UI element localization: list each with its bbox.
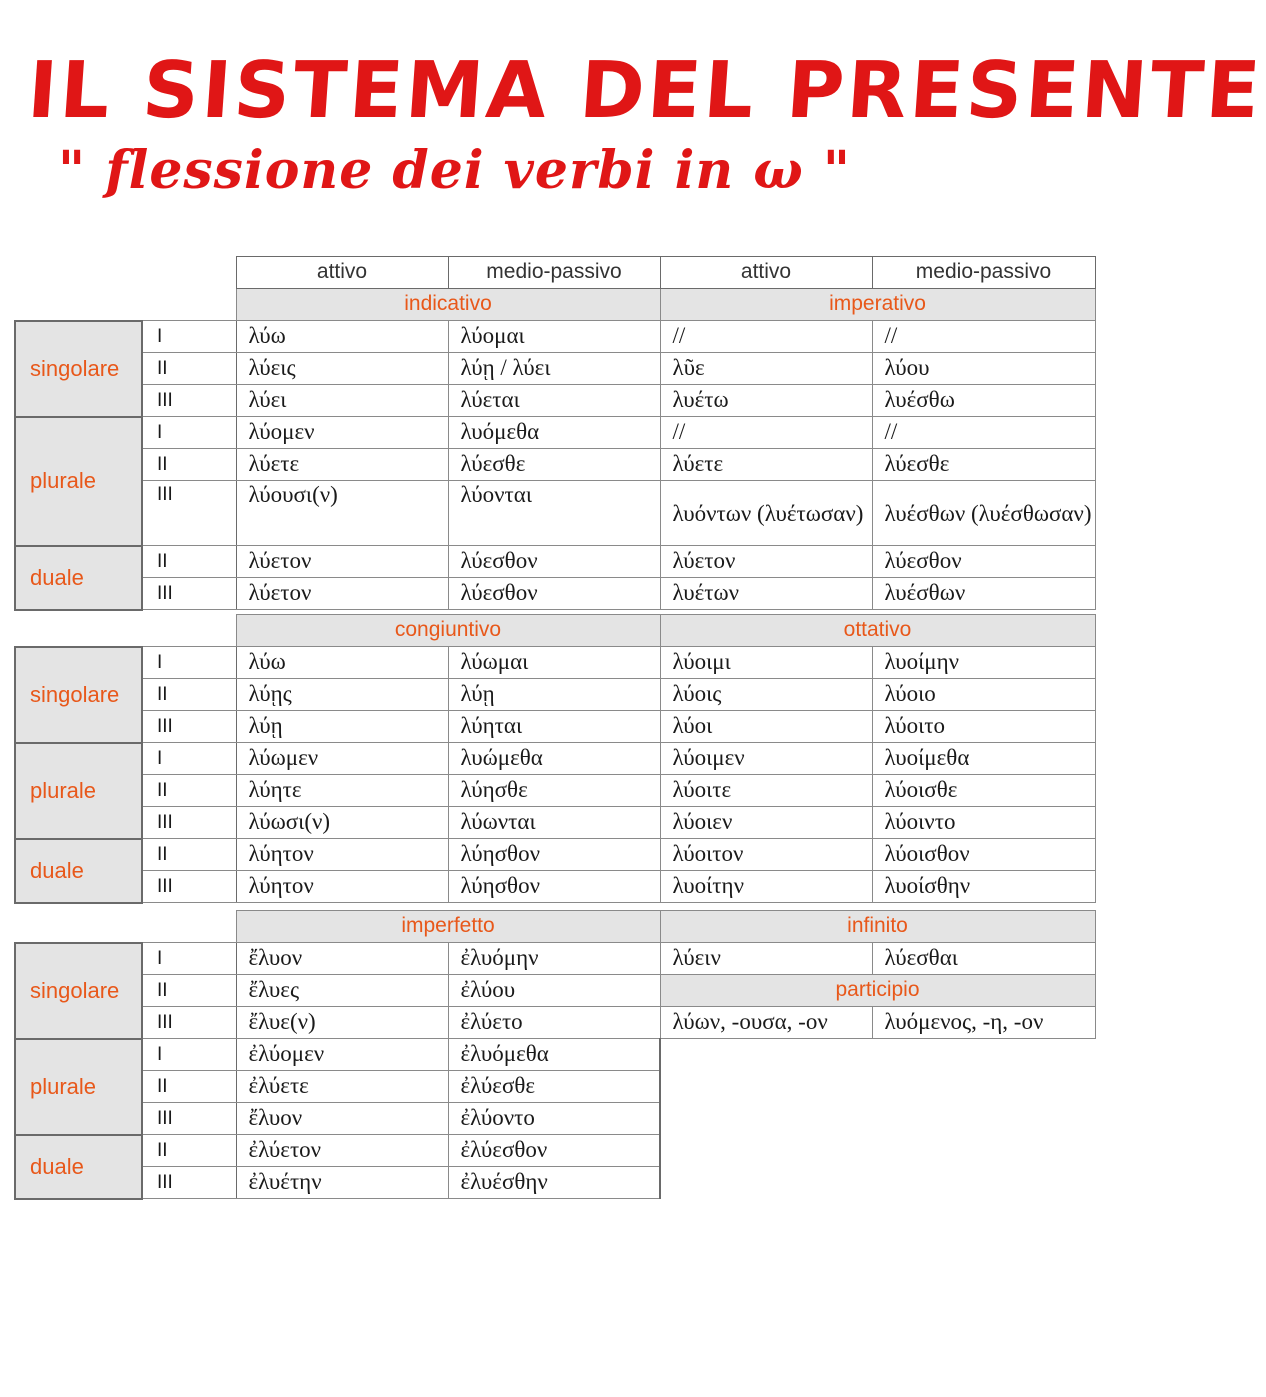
- label-plurale: plurale: [15, 743, 142, 839]
- label-plurale: plurale: [15, 417, 142, 546]
- table-congiuntivo-ottativo: [14, 614, 1096, 904]
- cell: //: [660, 321, 872, 353]
- cell: λύεσθον: [872, 546, 1095, 578]
- label-singolare: singolare: [15, 943, 142, 1039]
- cell: λύετε: [236, 449, 448, 481]
- label-duale: duale: [15, 1135, 142, 1199]
- section-imperativo: imperativo: [660, 289, 1095, 321]
- cell: λύῃς: [236, 679, 448, 711]
- cell: λύετον: [660, 546, 872, 578]
- infinito-medio-passivo: λύεσθαι: [872, 943, 1095, 975]
- person-number: II: [142, 1135, 236, 1167]
- cell: λυοίμην: [872, 647, 1095, 679]
- cell: ἐλυόμεθα: [448, 1039, 660, 1071]
- cell: λύονται: [448, 481, 660, 546]
- cell: λυοίτην: [660, 871, 872, 903]
- infinito-attivo: λύειν: [660, 943, 872, 975]
- person-number: II: [142, 839, 236, 871]
- cell: //: [660, 417, 872, 449]
- table-row: [15, 385, 1095, 417]
- cell: λύει: [236, 385, 448, 417]
- table-row: [15, 871, 1095, 903]
- label-singolare: singolare: [15, 321, 142, 417]
- person-number: III: [142, 481, 236, 546]
- person-number: III: [142, 1007, 236, 1039]
- table-row: [15, 481, 1095, 546]
- participio-attivo: λύων, -ουσα, -ον: [660, 1007, 872, 1039]
- person-number: III: [142, 1167, 236, 1199]
- cell: λύοιτον: [660, 839, 872, 871]
- person-number: II: [142, 1071, 236, 1103]
- person-number: II: [142, 449, 236, 481]
- header-medio-passivo: medio-passivo: [448, 257, 660, 289]
- cell: λύωνται: [448, 807, 660, 839]
- section-ottativo: ottativo: [660, 615, 1095, 647]
- table-row: [15, 711, 1095, 743]
- person-number: II: [142, 775, 236, 807]
- cell: λύοι: [660, 711, 872, 743]
- cell: ἔλυον: [236, 943, 448, 975]
- cell: ἐλύετον: [236, 1135, 448, 1167]
- table-row: [15, 975, 1095, 1007]
- cell: λύῃ / λύει: [448, 353, 660, 385]
- label-duale: duale: [15, 546, 142, 610]
- table-row: [15, 1071, 1095, 1103]
- cell: λυοίμεθα: [872, 743, 1095, 775]
- cell: λύησθε: [448, 775, 660, 807]
- person-number: I: [142, 943, 236, 975]
- cell: ἔλυε(ν): [236, 1007, 448, 1039]
- cell: λύω: [236, 321, 448, 353]
- cell: ἐλυέτην: [236, 1167, 448, 1199]
- person-number: II: [142, 975, 236, 1007]
- cell: λυέσθων: [872, 578, 1095, 610]
- label-duale: duale: [15, 839, 142, 903]
- table-row: [15, 417, 1095, 449]
- page-subtitle: " flessione dei verbi in ω ": [58, 140, 851, 201]
- cell: λύοιτε: [660, 775, 872, 807]
- cell: λύετε: [660, 449, 872, 481]
- table-row: [15, 943, 1095, 975]
- person-number: III: [142, 807, 236, 839]
- label-plurale: plurale: [15, 1039, 142, 1135]
- cell: λυέτω: [660, 385, 872, 417]
- cell: λύησθον: [448, 871, 660, 903]
- label-singolare: singolare: [15, 647, 142, 743]
- table-row: [15, 578, 1095, 610]
- cell: λύοιεν: [660, 807, 872, 839]
- page-title: IL SISTEMA DEL PRESENTE: [24, 46, 1266, 136]
- section-infinito: infinito: [660, 911, 1095, 943]
- cell: λύῃ: [236, 711, 448, 743]
- section-participio: participio: [660, 975, 1095, 1007]
- cell: λύωμεν: [236, 743, 448, 775]
- cell: λύησθον: [448, 839, 660, 871]
- person-number: II: [142, 546, 236, 578]
- header-medio-passivo: medio-passivo: [872, 257, 1095, 289]
- table-row: [15, 546, 1095, 578]
- cell: ἐλύομεν: [236, 1039, 448, 1071]
- table-row: [15, 839, 1095, 871]
- cell: λυόμεθα: [448, 417, 660, 449]
- cell: λύῃ: [448, 679, 660, 711]
- cell: λύοισθον: [872, 839, 1095, 871]
- person-number: III: [142, 871, 236, 903]
- cell: ἐλυόμην: [448, 943, 660, 975]
- cell: λύεις: [236, 353, 448, 385]
- cell: λύουσι(ν): [236, 481, 448, 546]
- header-attivo: attivo: [236, 257, 448, 289]
- table-row: [15, 353, 1095, 385]
- cell: λύομεν: [236, 417, 448, 449]
- table-row: [15, 679, 1095, 711]
- cell: λύεται: [448, 385, 660, 417]
- cell: ἐλυέσθην: [448, 1167, 660, 1199]
- cell: λύω: [236, 647, 448, 679]
- table-indicativo-imperativo: [14, 256, 1096, 611]
- cell: λύητε: [236, 775, 448, 807]
- cell: //: [872, 417, 1095, 449]
- person-number: III: [142, 578, 236, 610]
- table-row: [15, 321, 1095, 353]
- cell: λύομαι: [448, 321, 660, 353]
- table-row: [15, 449, 1095, 481]
- person-number: I: [142, 1039, 236, 1071]
- participio-medio-passivo: λυόμενος, -η, -ον: [872, 1007, 1095, 1039]
- cell: λύετον: [236, 546, 448, 578]
- cell: //: [872, 321, 1095, 353]
- cell: λύοιμεν: [660, 743, 872, 775]
- table-imperfetto: [14, 910, 1096, 1200]
- person-number: II: [142, 353, 236, 385]
- cell: ἐλύετε: [236, 1071, 448, 1103]
- header-attivo: attivo: [660, 257, 872, 289]
- person-number: III: [142, 711, 236, 743]
- cell: λυέσθων (λυέσθωσαν): [872, 481, 1095, 546]
- table-row: [15, 1039, 1095, 1071]
- person-number: III: [142, 385, 236, 417]
- cell: λυώμεθα: [448, 743, 660, 775]
- section-indicativo: indicativo: [236, 289, 660, 321]
- cell: λύητον: [236, 871, 448, 903]
- cell: λύωσι(ν): [236, 807, 448, 839]
- person-number: I: [142, 743, 236, 775]
- table-row: [15, 647, 1095, 679]
- section-imperfetto: imperfetto: [236, 911, 660, 943]
- cell: λύου: [872, 353, 1095, 385]
- cell: λύεσθε: [872, 449, 1095, 481]
- cell: λυοίσθην: [872, 871, 1095, 903]
- table-row: [15, 743, 1095, 775]
- cell: λύηται: [448, 711, 660, 743]
- table-row: [15, 1103, 1095, 1135]
- cell: ἔλυες: [236, 975, 448, 1007]
- cell: λυέσθω: [872, 385, 1095, 417]
- table-row: [15, 775, 1095, 807]
- table-row: [15, 807, 1095, 839]
- section-congiuntivo: congiuntivo: [236, 615, 660, 647]
- cell: λῦε: [660, 353, 872, 385]
- cell: λύοισθε: [872, 775, 1095, 807]
- person-number: III: [142, 1103, 236, 1135]
- cell: λύοιντο: [872, 807, 1095, 839]
- cell: λύοιο: [872, 679, 1095, 711]
- table-row: [15, 1135, 1095, 1167]
- person-number: I: [142, 417, 236, 449]
- cell: λυέτων: [660, 578, 872, 610]
- cell: λύεσθον: [448, 578, 660, 610]
- cell: λύοιμι: [660, 647, 872, 679]
- cell: ἔλυον: [236, 1103, 448, 1135]
- cell: λύοις: [660, 679, 872, 711]
- cell: λύοιτο: [872, 711, 1095, 743]
- cell: λύεσθε: [448, 449, 660, 481]
- cell: ἐλύεσθον: [448, 1135, 660, 1167]
- cell: ἐλύετο: [448, 1007, 660, 1039]
- cell: λύωμαι: [448, 647, 660, 679]
- person-number: I: [142, 321, 236, 353]
- cell: λυόντων (λυέτωσαν): [660, 481, 872, 546]
- table-row: [15, 1007, 1095, 1039]
- cell: λύετον: [236, 578, 448, 610]
- cell: ἐλύου: [448, 975, 660, 1007]
- cell: ἐλύεσθε: [448, 1071, 660, 1103]
- cell: λύεσθον: [448, 546, 660, 578]
- table-row: [15, 1167, 1095, 1199]
- cell: λύητον: [236, 839, 448, 871]
- cell: ἐλύοντο: [448, 1103, 660, 1135]
- person-number: I: [142, 647, 236, 679]
- person-number: II: [142, 679, 236, 711]
